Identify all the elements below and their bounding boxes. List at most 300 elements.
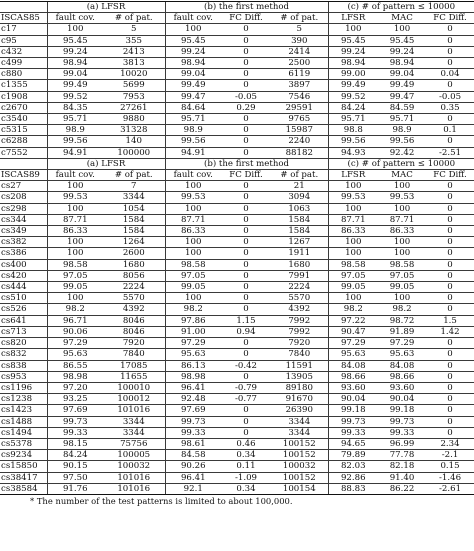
table-cell: 95.71 xyxy=(47,114,103,125)
table-cell: 99.33 xyxy=(47,427,103,438)
circuit-name-cell: c432 xyxy=(0,46,47,57)
circuit-name-cell: cs208 xyxy=(0,192,47,203)
table-cell: 0.11 xyxy=(221,461,271,472)
table-cell: 99.04 xyxy=(378,69,426,80)
table-cell: 98.94 xyxy=(165,58,221,69)
table-cell: 7920 xyxy=(271,338,328,349)
table-cell: 9880 xyxy=(103,114,165,125)
table-row xyxy=(0,371,474,382)
table-row xyxy=(0,472,474,483)
table-cell: 140 xyxy=(103,136,165,147)
table-cell: 82.03 xyxy=(328,461,378,472)
iscas89-column-header: MAC xyxy=(378,170,426,181)
table-cell: 2224 xyxy=(271,282,328,293)
table-cell: 0 xyxy=(426,114,474,125)
table-cell: 0 xyxy=(426,349,474,360)
table-cell: 100 xyxy=(378,248,426,259)
table-cell: -2.51 xyxy=(426,147,474,158)
table-cell: 99.33 xyxy=(328,427,378,438)
table-cell: 100 xyxy=(378,293,426,304)
table-cell: 82.18 xyxy=(378,461,426,472)
table-cell: 99.49 xyxy=(47,80,103,91)
table-cell: 96.41 xyxy=(165,382,221,393)
table-cell: 0.94 xyxy=(221,326,271,337)
table-cell: 0 xyxy=(221,203,271,214)
iscas85-group-header-row xyxy=(0,2,474,13)
table-row xyxy=(0,248,474,259)
table-cell: 21 xyxy=(271,181,328,192)
table-cell: 99.24 xyxy=(378,46,426,57)
table-cell: 0 xyxy=(426,270,474,281)
circuit-name-cell: c5315 xyxy=(0,125,47,136)
table-cell: 0 xyxy=(221,349,271,360)
table-cell: 0 xyxy=(426,282,474,293)
circuit-name-cell: cs344 xyxy=(0,214,47,225)
table-cell: 95.63 xyxy=(378,349,426,360)
iscas85-column-header: MAC xyxy=(378,13,426,24)
iscas85-column-header: LFSR xyxy=(328,13,378,24)
table-cell: 1584 xyxy=(103,214,165,225)
table-row xyxy=(0,136,474,147)
iscas89-group-header-cell: (a) LFSR xyxy=(47,158,165,169)
table-cell: 100 xyxy=(328,237,378,248)
circuit-name-cell: cs15850 xyxy=(0,461,47,472)
table-cell: 355 xyxy=(103,35,165,46)
table-cell: 100 xyxy=(378,24,426,35)
table-cell: 17085 xyxy=(103,360,165,371)
table-cell: 98.9 xyxy=(378,125,426,136)
table-cell: 0.46 xyxy=(221,438,271,449)
table-cell: 99.52 xyxy=(328,91,378,102)
table-cell: 3344 xyxy=(103,416,165,427)
table-cell: 1584 xyxy=(103,226,165,237)
table-cell: 27261 xyxy=(103,102,165,113)
table-cell: 96.71 xyxy=(47,315,103,326)
circuit-name-cell: cs5378 xyxy=(0,438,47,449)
table-row xyxy=(0,450,474,461)
table-cell: 93.60 xyxy=(328,382,378,393)
table-row xyxy=(0,304,474,315)
table-cell: 100 xyxy=(165,181,221,192)
table-cell: 89180 xyxy=(271,382,328,393)
circuit-name-cell: c17 xyxy=(0,24,47,35)
circuit-name-cell: cs420 xyxy=(0,270,47,281)
table-cell: 94.65 xyxy=(328,438,378,449)
table-cell: 0 xyxy=(221,58,271,69)
table-cell: 0 xyxy=(221,24,271,35)
table-cell: 100005 xyxy=(103,450,165,461)
table-cell: 96.41 xyxy=(165,472,221,483)
circuit-name-cell: cs1488 xyxy=(0,416,47,427)
table-cell: 84.64 xyxy=(165,102,221,113)
table-cell: 5699 xyxy=(103,80,165,91)
table-cell: 100 xyxy=(165,24,221,35)
iscas85-column-header: FC Diff. xyxy=(221,13,271,24)
table-cell: 0 xyxy=(221,35,271,46)
table-row xyxy=(0,326,474,337)
table-row xyxy=(0,461,474,472)
table-cell: 98.61 xyxy=(165,438,221,449)
table-row xyxy=(0,282,474,293)
table-cell: 91670 xyxy=(271,394,328,405)
table-cell: 0 xyxy=(426,304,474,315)
table-cell: 97.29 xyxy=(165,338,221,349)
table-cell: 0 xyxy=(221,371,271,382)
circuit-name-cell: cs38417 xyxy=(0,472,47,483)
table-cell: 97.29 xyxy=(328,338,378,349)
table-cell: 1680 xyxy=(103,259,165,270)
table-cell: 86.13 xyxy=(165,360,221,371)
iscas85-column-header: ISCAS85 xyxy=(0,13,47,24)
table-cell: 0.35 xyxy=(426,102,474,113)
table-cell: 100 xyxy=(165,248,221,259)
iscas89-column-header: ISCAS89 xyxy=(0,170,47,181)
iscas89-group-header-cell xyxy=(0,158,47,169)
table-cell: 100154 xyxy=(271,483,328,494)
table-cell: 7 xyxy=(103,181,165,192)
table-cell: 99.49 xyxy=(165,80,221,91)
table-cell: 0 xyxy=(426,226,474,237)
table-cell: 0 xyxy=(426,203,474,214)
table-row xyxy=(0,270,474,281)
table-cell: 98.98 xyxy=(47,371,103,382)
table-cell: 99.73 xyxy=(165,416,221,427)
table-cell: 0 xyxy=(426,394,474,405)
table-cell: 2413 xyxy=(103,46,165,57)
table-row xyxy=(0,427,474,438)
table-row xyxy=(0,360,474,371)
table-cell: 7840 xyxy=(271,349,328,360)
table-cell: 0 xyxy=(221,46,271,57)
table-cell: 100 xyxy=(328,293,378,304)
table-cell: 8046 xyxy=(103,315,165,326)
iscas89-column-header: fault cov. xyxy=(165,170,221,181)
table-cell: 0 xyxy=(221,69,271,80)
table-cell: 95.45 xyxy=(328,35,378,46)
table-cell: 97.69 xyxy=(165,405,221,416)
table-cell: 99.24 xyxy=(165,46,221,57)
iscas85-column-header: # of pat. xyxy=(271,13,328,24)
table-cell: 98.2 xyxy=(378,304,426,315)
circuit-name-cell: cs27 xyxy=(0,181,47,192)
table-cell: -2.61 xyxy=(426,483,474,494)
table-row xyxy=(0,181,474,192)
table-row xyxy=(0,192,474,203)
table-cell: 1911 xyxy=(271,248,328,259)
table-cell: 98.94 xyxy=(47,58,103,69)
table-cell: 99.00 xyxy=(328,69,378,80)
table-row xyxy=(0,226,474,237)
table-row xyxy=(0,91,474,102)
table-cell: 0 xyxy=(221,80,271,91)
table-cell: 26390 xyxy=(271,405,328,416)
table-cell: 75756 xyxy=(103,438,165,449)
table-row xyxy=(0,237,474,248)
circuit-name-cell: c2670 xyxy=(0,102,47,113)
table-cell: 0 xyxy=(221,416,271,427)
table-cell: 0 xyxy=(221,125,271,136)
table-cell: 4392 xyxy=(103,304,165,315)
table-cell: 98.2 xyxy=(328,304,378,315)
table-row xyxy=(0,382,474,393)
table-cell: 99.24 xyxy=(47,46,103,57)
circuit-name-cell: cs820 xyxy=(0,338,47,349)
table-cell: 86.55 xyxy=(47,360,103,371)
circuit-name-cell: c6288 xyxy=(0,136,47,147)
table-cell: 84.58 xyxy=(165,450,221,461)
table-cell: -0.77 xyxy=(221,394,271,405)
table-cell: 0 xyxy=(221,282,271,293)
table-cell: 0 xyxy=(426,293,474,304)
table-cell: 91.89 xyxy=(378,326,426,337)
circuit-name-cell: cs832 xyxy=(0,349,47,360)
table-cell: 13905 xyxy=(271,371,328,382)
table-cell: 98.72 xyxy=(378,315,426,326)
table-cell: 99.33 xyxy=(378,427,426,438)
table-cell: 100 xyxy=(47,24,103,35)
table-cell: 86.33 xyxy=(47,226,103,237)
circuit-name-cell: cs9234 xyxy=(0,450,47,461)
table-cell: 7546 xyxy=(271,91,328,102)
table-cell: 97.50 xyxy=(47,472,103,483)
table-cell: 99.04 xyxy=(165,69,221,80)
circuit-name-cell: cs510 xyxy=(0,293,47,304)
table-cell: 101016 xyxy=(103,405,165,416)
table-cell: 99.53 xyxy=(47,192,103,203)
table-row xyxy=(0,147,474,158)
table-cell: 86.33 xyxy=(378,226,426,237)
circuit-name-cell: cs349 xyxy=(0,226,47,237)
table-cell: 3344 xyxy=(271,416,328,427)
table-cell: 100152 xyxy=(271,438,328,449)
table-row xyxy=(0,405,474,416)
table-cell: 3897 xyxy=(271,80,328,91)
table-row xyxy=(0,349,474,360)
table-cell: 87.71 xyxy=(47,214,103,225)
table-cell: 94.93 xyxy=(328,147,378,158)
circuit-name-cell: cs382 xyxy=(0,237,47,248)
circuit-name-cell: cs526 xyxy=(0,304,47,315)
table-cell: 7992 xyxy=(271,315,328,326)
table-cell: 5 xyxy=(103,24,165,35)
table-cell: 96.99 xyxy=(378,438,426,449)
table-cell: 99.49 xyxy=(328,80,378,91)
table-cell: 100032 xyxy=(103,461,165,472)
table-cell: 5570 xyxy=(271,293,328,304)
iscas85-group-header-cell: (a) LFSR xyxy=(47,2,165,13)
table-cell: 98.15 xyxy=(47,438,103,449)
table-cell: 99.04 xyxy=(47,69,103,80)
table-row xyxy=(0,203,474,214)
table-cell: 86.33 xyxy=(165,226,221,237)
table-cell: 90.06 xyxy=(47,326,103,337)
table-cell: 90.04 xyxy=(378,394,426,405)
table-cell: 101016 xyxy=(103,483,165,494)
table-cell: 2240 xyxy=(271,136,328,147)
table-cell: 3813 xyxy=(103,58,165,69)
table-row xyxy=(0,58,474,69)
table-cell: 87.71 xyxy=(328,214,378,225)
table-cell: 100 xyxy=(47,248,103,259)
table-cell: 84.08 xyxy=(378,360,426,371)
table-cell: 95.45 xyxy=(165,35,221,46)
table-cell: 97.69 xyxy=(47,405,103,416)
table-cell: -0.42 xyxy=(221,360,271,371)
table-cell: 90.47 xyxy=(328,326,378,337)
table-cell: 100 xyxy=(328,248,378,259)
table-cell: 97.29 xyxy=(378,338,426,349)
table-cell: 29591 xyxy=(271,102,328,113)
table-cell: 100 xyxy=(165,203,221,214)
table-cell: 0 xyxy=(426,80,474,91)
iscas89-column-header: fault cov. xyxy=(47,170,103,181)
table-cell: 0 xyxy=(221,270,271,281)
table-cell: 0 xyxy=(426,248,474,259)
table-cell: 98.9 xyxy=(47,125,103,136)
table-cell: 10020 xyxy=(103,69,165,80)
table-cell: 92.48 xyxy=(165,394,221,405)
iscas89-column-header: FC Diff. xyxy=(426,170,474,181)
table-cell: 100 xyxy=(47,203,103,214)
table-cell: 0.1 xyxy=(426,125,474,136)
table-cell: 2224 xyxy=(103,282,165,293)
table-cell: 87.71 xyxy=(378,214,426,225)
circuit-name-cell: cs1238 xyxy=(0,394,47,405)
table-cell: 99.73 xyxy=(328,416,378,427)
table-cell: 100 xyxy=(378,181,426,192)
table-cell: 0 xyxy=(221,405,271,416)
table-cell: 91.00 xyxy=(165,326,221,337)
table-cell: 0 xyxy=(221,304,271,315)
table-cell: 1264 xyxy=(103,237,165,248)
table-cell: 99.24 xyxy=(328,46,378,57)
table-cell: 2500 xyxy=(271,58,328,69)
table-cell: 100000 xyxy=(103,147,165,158)
table-cell: 97.86 xyxy=(165,315,221,326)
table-cell: 0 xyxy=(426,46,474,57)
table-cell: 0 xyxy=(221,248,271,259)
circuit-name-cell: cs713 xyxy=(0,326,47,337)
table-cell: 88.83 xyxy=(328,483,378,494)
table-cell: 99.56 xyxy=(165,136,221,147)
table-cell: 98.98 xyxy=(165,371,221,382)
table-cell: 7953 xyxy=(103,91,165,102)
table-cell: 99.05 xyxy=(328,282,378,293)
table-cell: 0 xyxy=(426,181,474,192)
table-cell: 99.18 xyxy=(328,405,378,416)
iscas85-column-header: fault cov. xyxy=(165,13,221,24)
table-cell: 99.53 xyxy=(165,192,221,203)
table-cell: 1267 xyxy=(271,237,328,248)
table-cell: 86.22 xyxy=(378,483,426,494)
table-cell: -2.1 xyxy=(426,450,474,461)
table-cell: 100 xyxy=(47,181,103,192)
table-cell: 100010 xyxy=(103,382,165,393)
table-row xyxy=(0,24,474,35)
circuit-name-cell: c1355 xyxy=(0,80,47,91)
circuit-name-cell: cs298 xyxy=(0,203,47,214)
table-cell: 1063 xyxy=(271,203,328,214)
table-cell: 91.76 xyxy=(47,483,103,494)
table-cell: 97.05 xyxy=(378,270,426,281)
table-cell: 0 xyxy=(426,58,474,69)
table-row xyxy=(0,69,474,80)
table-cell: 87.71 xyxy=(165,214,221,225)
table-cell: 91.40 xyxy=(378,472,426,483)
table-row xyxy=(0,293,474,304)
table-cell: 100152 xyxy=(271,472,328,483)
table-cell: 99.05 xyxy=(165,282,221,293)
table-cell: 8046 xyxy=(103,326,165,337)
table-cell: 0 xyxy=(426,24,474,35)
table-row xyxy=(0,338,474,349)
table-cell: 3094 xyxy=(271,192,328,203)
table-cell: 95.71 xyxy=(165,114,221,125)
table-cell: 0 xyxy=(221,147,271,158)
iscas89-column-header-row xyxy=(0,170,474,181)
table-cell: 99.56 xyxy=(378,136,426,147)
iscas89-group-header-cell: (b) the first method xyxy=(165,158,328,169)
table-cell: 1584 xyxy=(271,226,328,237)
table-cell: 0 xyxy=(426,405,474,416)
table-cell: 0 xyxy=(221,259,271,270)
footnote: * The number of the test patterns is limited to about 100,000. xyxy=(30,495,293,506)
table-cell: 99.47 xyxy=(165,91,221,102)
table-cell: 98.2 xyxy=(165,304,221,315)
table-cell: 100 xyxy=(47,293,103,304)
circuit-name-cell: cs444 xyxy=(0,282,47,293)
circuit-name-cell: cs1494 xyxy=(0,427,47,438)
table-cell: 101016 xyxy=(103,472,165,483)
circuit-name-cell: cs386 xyxy=(0,248,47,259)
table-cell: 99.56 xyxy=(47,136,103,147)
table-cell: 97.05 xyxy=(328,270,378,281)
circuit-name-cell: cs838 xyxy=(0,360,47,371)
table-cell: 0 xyxy=(221,181,271,192)
table-cell: 0 xyxy=(426,237,474,248)
table-row xyxy=(0,114,474,125)
table-cell: 0 xyxy=(221,226,271,237)
table-cell: 0 xyxy=(221,136,271,147)
table-cell: 0 xyxy=(221,427,271,438)
iscas89-column-header: # of pat. xyxy=(271,170,328,181)
table-cell: 100 xyxy=(165,293,221,304)
table-cell: 9765 xyxy=(271,114,328,125)
table-cell: 92.1 xyxy=(165,483,221,494)
table-cell: 4392 xyxy=(271,304,328,315)
table-row xyxy=(0,394,474,405)
table-cell: 2600 xyxy=(103,248,165,259)
circuit-name-cell: cs38584 xyxy=(0,483,47,494)
circuit-name-cell: c1908 xyxy=(0,91,47,102)
table-row xyxy=(0,46,474,57)
table-cell: 100152 xyxy=(271,450,328,461)
table-cell: 99.49 xyxy=(378,80,426,91)
table-cell: 84.35 xyxy=(47,102,103,113)
table-cell: 5570 xyxy=(103,293,165,304)
iscas85-column-header-row xyxy=(0,13,474,24)
table-cell: 99.18 xyxy=(378,405,426,416)
table-cell: 7991 xyxy=(271,270,328,281)
table-cell: 1.42 xyxy=(426,326,474,337)
table-cell: 0 xyxy=(221,214,271,225)
table-cell: 84.59 xyxy=(378,102,426,113)
table-row xyxy=(0,483,474,494)
table-cell: 100 xyxy=(328,203,378,214)
table-cell: 93.25 xyxy=(47,394,103,405)
circuit-name-cell: c3540 xyxy=(0,114,47,125)
table-cell: 88182 xyxy=(271,147,328,158)
